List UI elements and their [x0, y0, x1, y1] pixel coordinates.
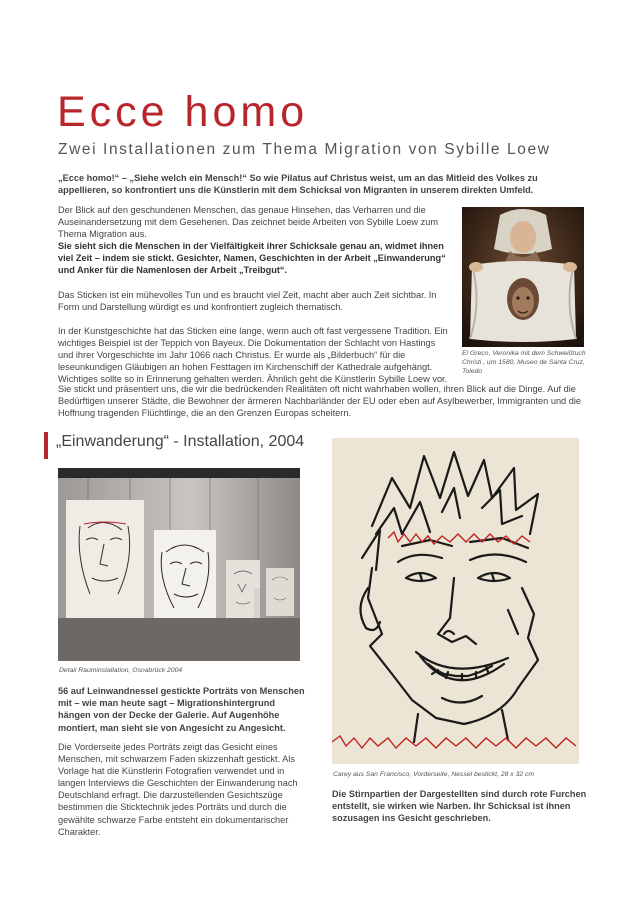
body-column	[58, 204, 453, 397]
section-accent-bar	[44, 432, 48, 459]
installation-photo	[58, 468, 300, 661]
page-subtitle: Zwei Installationen zum Thema Migration von Sybille Loew	[58, 141, 551, 158]
body-paragraph-3: In der Kunstgeschichte hat das Sticken eine lange, wenn auch oft fast vergessene Tradition. Ein wichtiges Beispiel ist der Teppich von Bayeux. Die Dokumentation der Schlacht von Hastings und ihrer Vorgeschichte im Jahr 1066 nach Christus. Er wurde als „Bilderbuch“ für die leseunkundigen Gläubigen an hohen Festtagen im Kirchenschiff der Kathedrale aufgehängt. Wichtiges sollte so in Erinnerung gehalten werden. Ähnlich geht die Künstlerin Sybille Loew vor.	[58, 325, 448, 385]
veronica-painting-image	[462, 207, 584, 347]
body-paragraph-1-text: Der Blick auf den geschundenen Menschen, das genaue Hinsehen, das Verharren und die Auseinandersetzung mit dem Gesehenen. Das zeichnet beide Arbeiten von Sybille Loew zum Thema Migration aus.	[58, 205, 438, 240]
installation-photo-caption: Detail Rauminstallation, Osnabrück 2004	[59, 667, 183, 674]
embroidered-portrait-image	[332, 438, 579, 764]
portrait-caption: Carey aus San Francisco, Vorderseite, Nessel bestickt, 28 x 32 cm	[333, 771, 535, 778]
body-paragraph-2: Das Sticken ist ein mühevolles Tun und es braucht viel Zeit, macht aber auch Zeit sichtbar. In Form und Darstellung würdigt es und konfrontiert zugleich thematisch.	[58, 289, 437, 312]
veronica-caption: El Greco, Veronika mit dem Schweißtuch Christi , um 1580, Museo de Santa Cruz, Toledo	[462, 350, 586, 375]
portrait-bold-text: Die Stirnpartien der Dargestellten sind durch rote Furchen entstellt, sie wirken wie Narben. Ihr Schicksal ist ihnen sozusagen ins Gesicht geschrieben.	[332, 789, 587, 824]
page-title: Ecce homo	[57, 88, 309, 136]
section-heading: „Einwanderung“ - Installation, 2004	[56, 433, 305, 450]
body-paragraph-1-bold: Sie sieht sich die Menschen in der Vielfältigkeit ihrer Schicksale genau an, widmet ihnen viel Zeit – indem sie stickt. Gesichter, Namen, Geschichten in der Arbeit „Einwanderung“ und Anker für die Namenlosen der Arbeit „Treibgut“.	[58, 241, 446, 276]
installation-bold-text: 56 auf Leinwandnessel gestickte Porträts von Menschen mit – wie man heute sagt – Migrationshintergrund hängen von der Decke der Galerie. Auf Augenhöhe montiert, man sieht sie von Angesicht zu Angesicht.	[58, 686, 305, 733]
body-paragraph-4: Sie stickt und präsentiert uns, die wir die bedrückenden Realitäten oft nicht wahrhaben wollen, ihren Blick auf die Dinge. Auf die Bedürftigen unserer Städte, die Bewohner der ärmeren Nachbarländer der EU oder eben auf Asylbewerber, Immigranten und die Hoffnung tragenden Flüchtlinge, die an den Grenzen Europas scheitern.	[58, 384, 581, 419]
body-paragraph-1	[58, 204, 453, 277]
installation-description: Die Vorderseite jedes Porträts zeigt das Gesicht eines Menschen, mit schwarzem Faden skizzenhaft gestickt. Als Vorlage hat die Künstlerin Fotografien verwendet und in langen Interviews die Geschichten der Einwanderung nach Deutschland erfragt. Die darzustellenden Gesichtszüge bestimmen die Sticktechnik jedes Porträts und durch die gewählte schwarze Farbe entsteht ein dokumentarischer Charakter.	[58, 742, 298, 837]
intro-paragraph: „Ecce homo!“ – „Siehe welch ein Mensch!“ So wie Pilatus auf Christus weist, um an das Mitleid des Volkes zu appellieren, so konfrontiert uns die Künstlerin mit dem Schicksal von Migranten in unserem direkten Umfeld.	[58, 173, 538, 196]
